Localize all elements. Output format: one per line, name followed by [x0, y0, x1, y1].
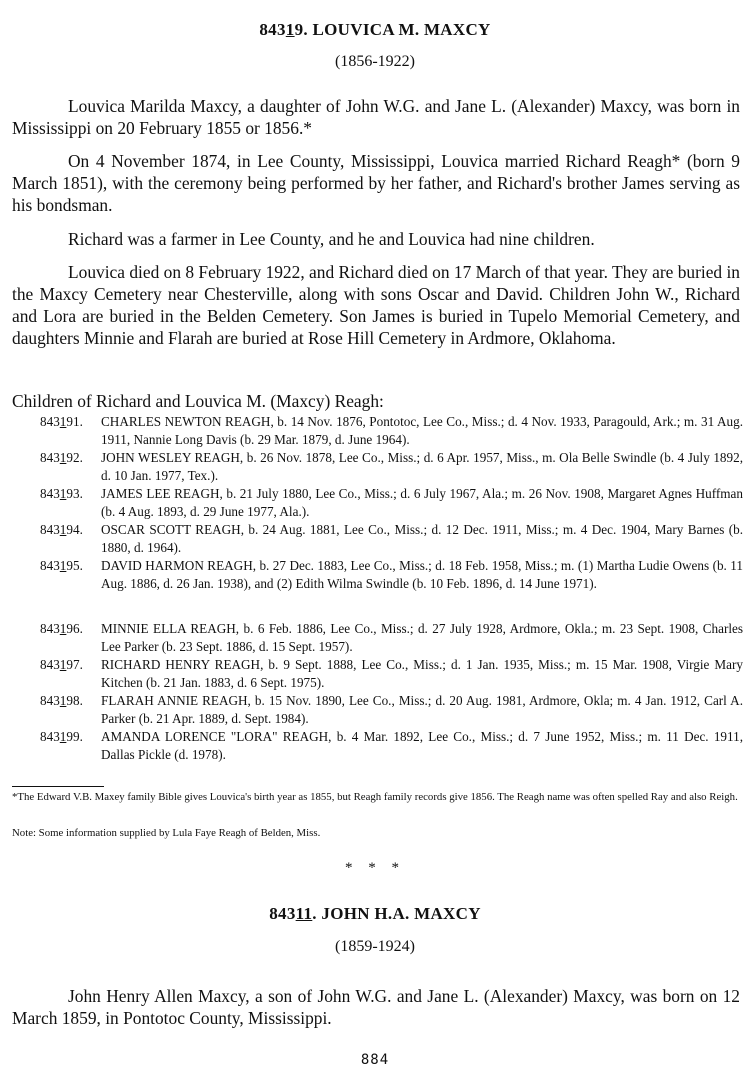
section-title-84311: [0, 904, 750, 924]
source-note: Note: Some information supplied by Lula Faye Reagh of Belden, Miss.: [12, 827, 321, 839]
child-number: 843198.: [40, 693, 83, 708]
child-number: 843192.: [40, 450, 83, 465]
child-number: 843191.: [40, 414, 83, 429]
section-title-84319: [0, 20, 750, 40]
child-number: 843199.: [40, 729, 83, 744]
paragraph-birth: Louvica Marilda Maxcy, a daughter of John W.G. and Jane L. (Alexander) Maxcy, was born in Mississippi on 20 February 1855 or 1856.*: [12, 96, 740, 138]
child-text: FLARAH ANNIE REAGH, b. 15 Nov. 1890, Lee Co., Miss.; d. 20 Aug. 1981, Ardmore, Okla; m. 4 Jan. 1912, Carl A. Parker (b. 21 Apr. 1889, d. Sept. 1984).: [101, 693, 743, 726]
child-text: OSCAR SCOTT REAGH, b. 24 Aug. 1881, Lee Co., Miss.; d. 12 Dec. 1911, Miss.; m. 4 Dec. 1904, Mary Barnes (b. 1880, d. 1964).: [101, 522, 743, 555]
footnote-rule: [12, 786, 104, 787]
paragraph-john-birth: John Henry Allen Maxcy, a son of John W.G. and Jane L. (Alexander) Maxcy, was born on 12 March 1859, in Pontotoc County, Mississippi.: [12, 986, 740, 1028]
child-number: 843197.: [40, 657, 83, 672]
section-separator: * * *: [345, 860, 405, 876]
child-text: JAMES LEE REAGH, b. 21 July 1880, Lee Co., Miss.; d. 6 July 1967, Ala.; m. 26 Nov. 1908, Margaret Agnes Huffman (b. 4 Aug. 1893, d. 29 June 1977, Ala.).: [101, 486, 743, 519]
entry-name: . JOHN H.A. MAXCY: [312, 904, 481, 923]
child-text: AMANDA LORENCE "LORA" REAGH, b. 4 Mar. 1892, Lee Co., Miss.; d. 7 June 1952, Miss.; m. 11 Dec. 1911, Dallas Pickle (d. 1978).: [101, 729, 743, 762]
entry-name: . LOUVICA M. MAXCY: [303, 20, 491, 39]
entry-number-prefix: 843: [259, 20, 286, 39]
paragraph-deaths: Louvica died on 8 February 1922, and Richard died on 17 March of that year. They are buried in the Maxcy Cemetery near Chesterville, along with sons Oscar and David. Children John W., Richard and Lora are buried in the Belden Cemetery. Son James is buried in Tupelo Memorial Cemetery, and daughters Minnie and Flarah are buried at Rose Hill Cemetery in Ardmore, Oklahoma.: [12, 262, 740, 348]
children-heading: Children of Richard and Louvica M. (Maxcy) Reagh:: [12, 391, 384, 411]
child-text: RICHARD HENRY REAGH, b. 9 Sept. 1888, Lee Co., Miss.; d. 1 Jan. 1935, Miss.; m. 15 Mar. 1908, Virgie Mary Kitchen (b. 21 Jan. 1883, d. 6 Sept. 1975).: [101, 657, 743, 690]
child-text: DAVID HARMON REAGH, b. 27 Dec. 1883, Lee Co., Miss.; d. 18 Feb. 1958, Miss.; m. (1) Martha Ludie Owens (b. 11 Aug. 1886, d. 26 Jan. 1938), and (2) Edith Wilma Swindle (b. 10 Feb. 1896, d. 14 June 1971).: [101, 558, 743, 591]
child-number: 843194.: [40, 522, 83, 537]
page-number: 884: [360, 1052, 390, 1068]
child-text: JOHN WESLEY REAGH, b. 26 Nov. 1878, Lee Co., Miss.; d. 6 Apr. 1957, Miss., m. Ola Belle Swindle (b. 4 July 1892, d. 10 Jan. 1977, Tex.).: [101, 450, 743, 483]
section-dates-84311: (1859-1924): [335, 938, 415, 955]
child-number: 843195.: [40, 558, 83, 573]
paragraph-marriage: On 4 November 1874, in Lee County, Mississippi, Louvica married Richard Reagh* (born 9 March 1851), with the ceremony being performed by her father, and Richard's brother James serving as his bondsman.: [12, 151, 740, 215]
child-number: 843196.: [40, 621, 83, 636]
section-dates-84319: (1856-1922): [335, 53, 415, 70]
entry-number-suffix: 9: [294, 20, 304, 39]
entry-number-prefix: 843: [269, 904, 296, 923]
entry-number-underlined: 11: [295, 904, 313, 923]
entry-number-underlined: 1: [285, 20, 295, 39]
footnote: *The Edward V.B. Maxey family Bible gives Louvica's birth year as 1855, but Reagh family records give 1856. The Reagh name was often spelled Ray and also Reigh.: [12, 791, 738, 803]
child-text: CHARLES NEWTON REAGH, b. 14 Nov. 1876, Pontotoc, Lee Co., Miss.; d. 4 Nov. 1933, Paragould, Ark.; m. 31 Aug. 1911, Nannie Long Davis (b. 29 Mar. 1879, d. June 1964).: [101, 414, 743, 447]
child-number: 843193.: [40, 486, 83, 501]
child-text: MINNIE ELLA REAGH, b. 6 Feb. 1886, Lee Co., Miss.; d. 27 July 1928, Ardmore, Okla.; m. 23 Sept. 1908, Charles Lee Parker (b. 23 Sept. 1886, d. 15 Sept. 1957).: [101, 621, 743, 654]
paragraph-children-count: Richard was a farmer in Lee County, and he and Louvica had nine children.: [68, 229, 595, 249]
